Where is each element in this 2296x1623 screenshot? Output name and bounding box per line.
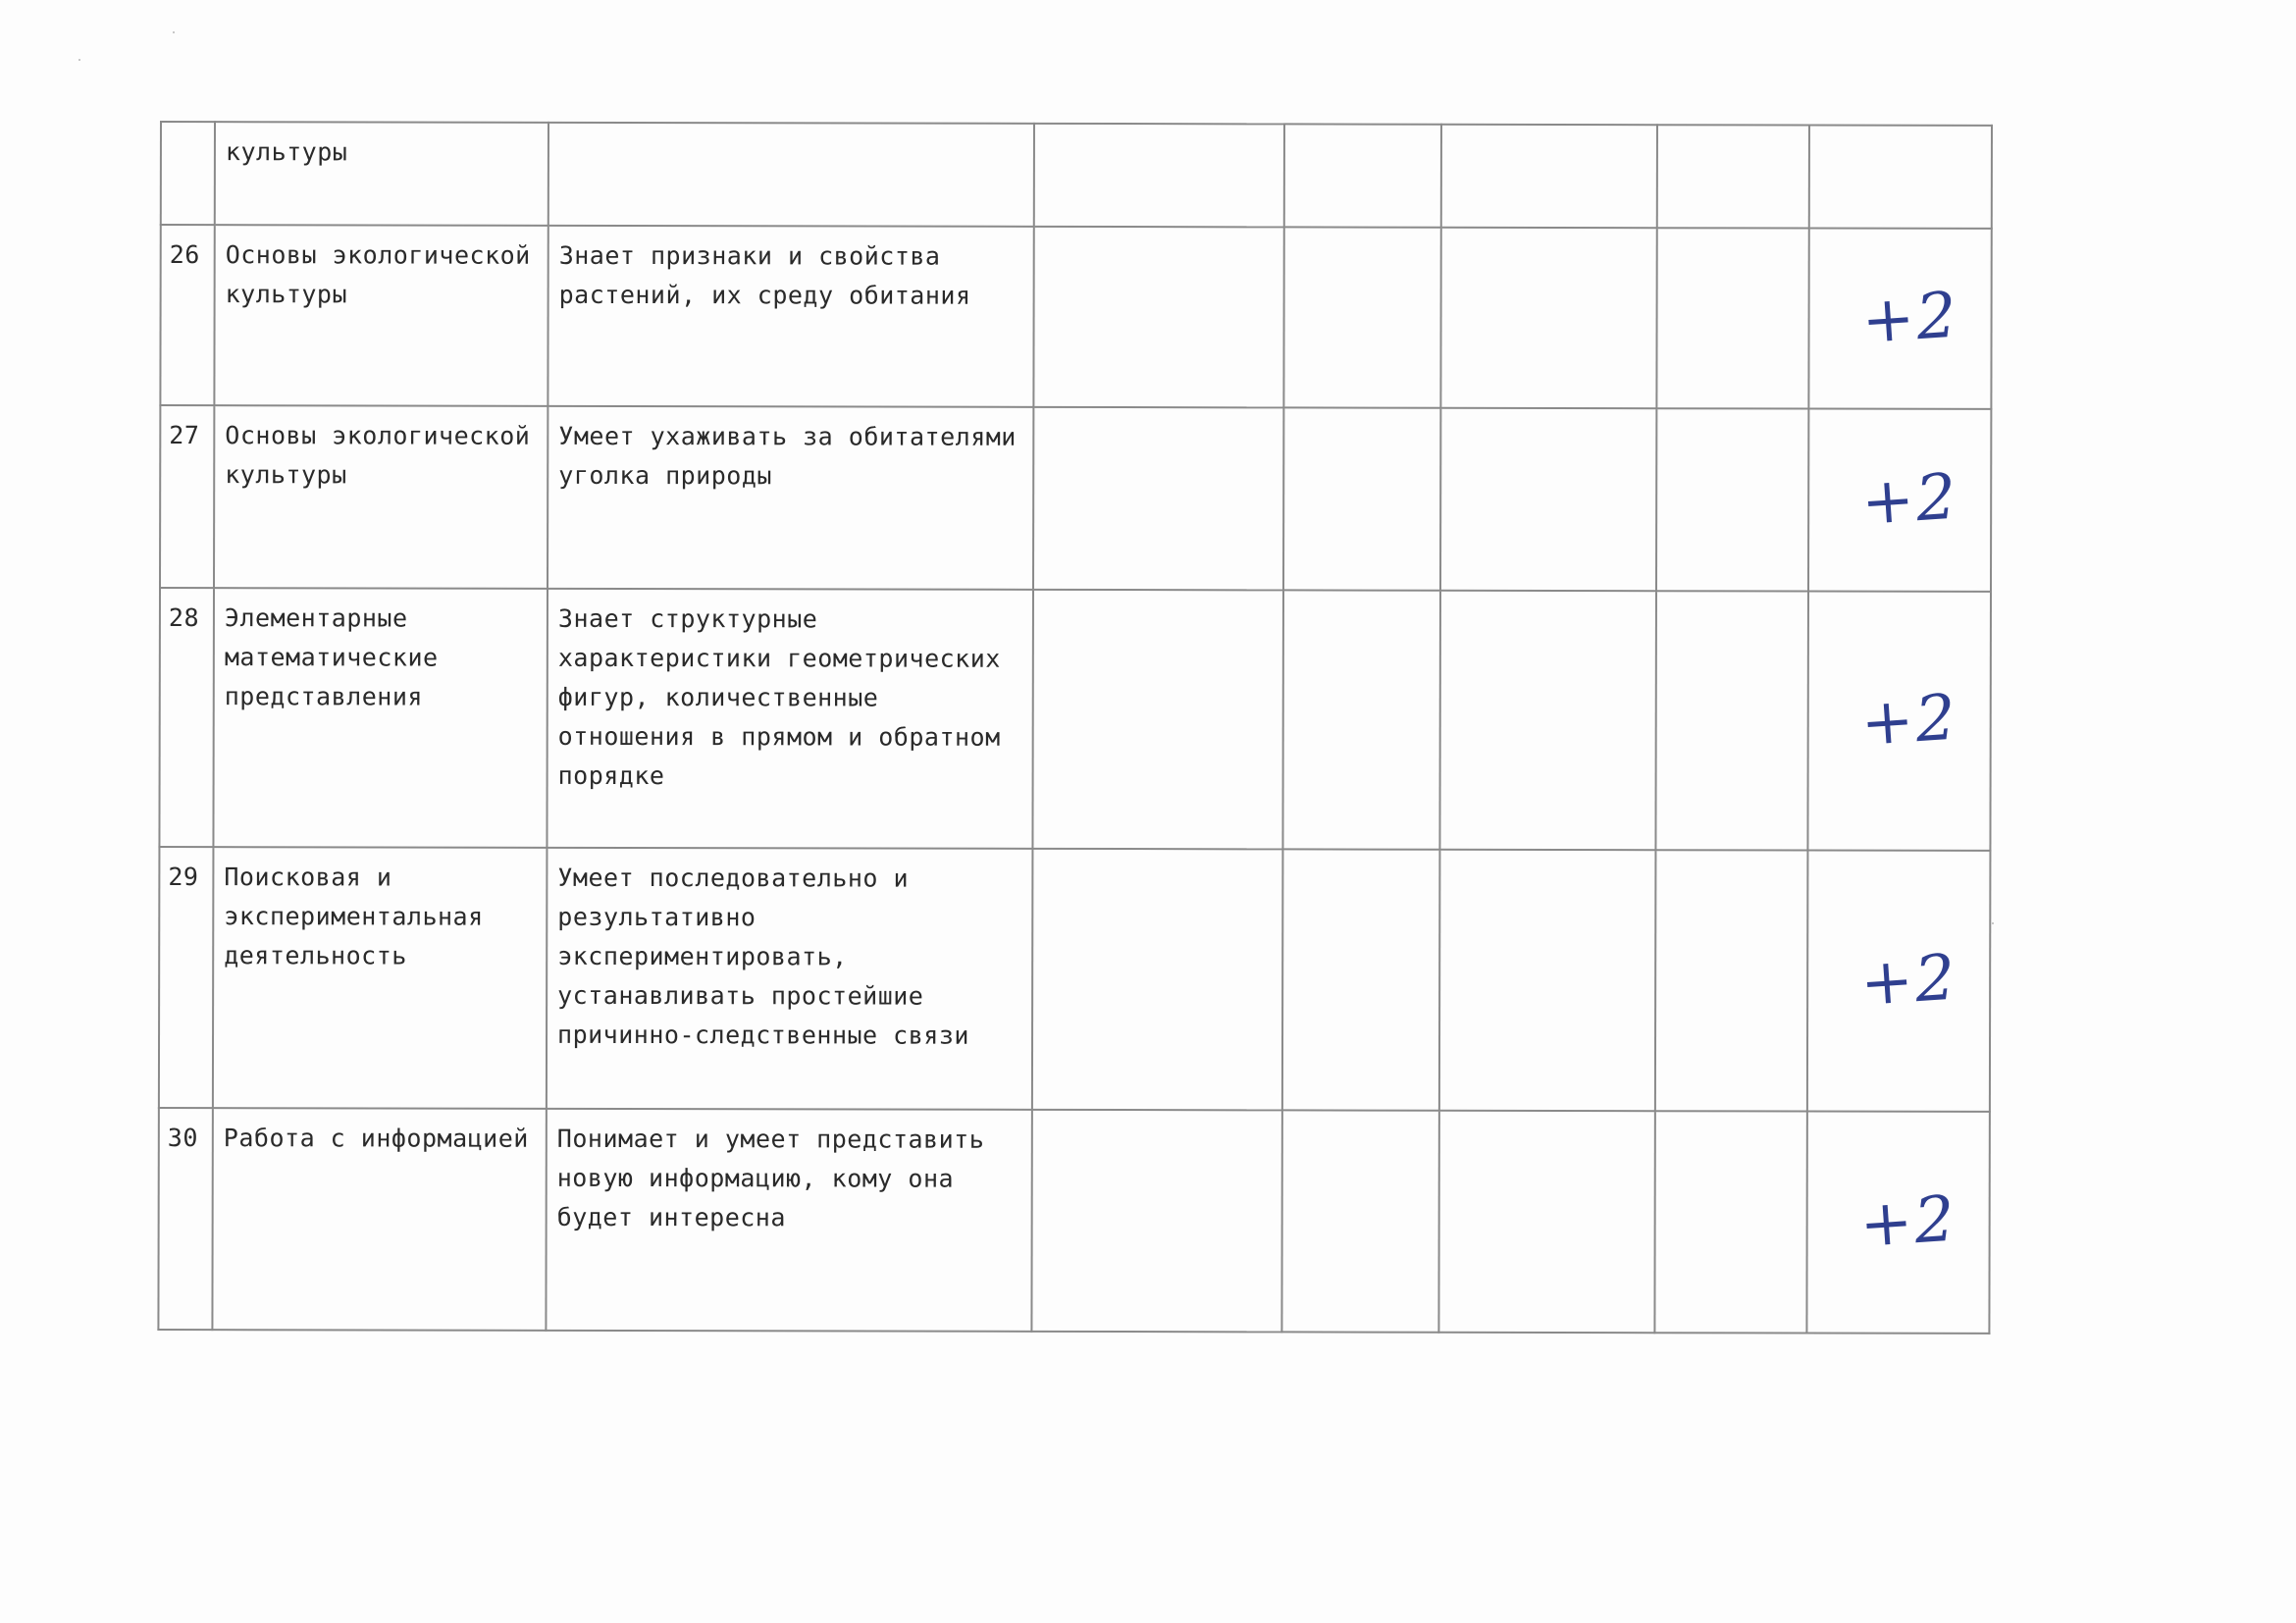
empty-cell [1284,124,1441,227]
skill-description: Умеет ухаживать за обитателями уголка природы [558,421,1017,491]
area-cell [214,405,548,589]
mark-cell [1807,851,1991,1112]
empty-cell [1281,1110,1438,1332]
description-cell [547,848,1033,1110]
handwritten-mark: +2 [1858,459,1960,540]
empty-cell [1283,407,1440,590]
skill-description [549,124,1033,134]
description-cell [546,1109,1031,1332]
row-number-cell [161,122,215,225]
row-number: 28 [168,603,200,633]
assessment-table [157,121,1993,1335]
row-number: 27 [169,421,200,450]
row-number: 26 [169,240,200,270]
empty-cell [1034,124,1284,228]
area-cell [213,588,548,848]
row-number-cell [159,588,214,847]
table-row [160,225,1991,409]
area-name: Поисковая и экспериментальная деятельность [224,863,484,970]
mark-cell [1808,409,1991,592]
mark-cell [1807,592,1991,851]
empty-cell [1282,590,1440,849]
empty-cell [1282,849,1440,1110]
area-cell [215,122,548,226]
empty-cell [1655,850,1808,1111]
empty-cell [1654,1111,1806,1333]
empty-cell [1438,1111,1654,1333]
area-cell [213,847,548,1109]
scan-speck [173,31,175,33]
area-name: Работа с информацией [223,1124,529,1153]
handwritten-mark: +2 [1857,1181,1959,1262]
empty-cell [1033,227,1283,408]
empty-cell [1657,125,1809,228]
skill-description: Умеет последовательно и результативно экспериментировать, устанавливать простейшие причинно-следственные связи [557,863,969,1050]
skill-description: Знает структурные характеристики геометрических фигур, количественные отношения в прямом и обратном порядке [557,603,1001,791]
area-name: культуры [225,137,348,167]
scan-speck [1992,922,1994,924]
empty-cell [1439,850,1656,1111]
area-cell [214,225,548,406]
area-name: Основы экологической культуры [225,240,531,309]
empty-cell [1656,408,1808,591]
description-cell [548,406,1033,590]
mark-cell [1806,1112,1989,1334]
description-cell [548,226,1033,407]
row-number-cell [160,405,214,588]
empty-cell [1031,1110,1281,1333]
row-number-cell [158,1108,212,1330]
empty-cell [1440,408,1656,591]
empty-cell [1032,590,1283,850]
empty-cell [1441,125,1657,228]
mark-cell [1809,126,1992,229]
empty-cell [1656,228,1808,408]
empty-cell [1283,227,1440,407]
handwritten-mark: +2 [1858,680,1960,760]
area-name: Элементарные математические представления [224,603,439,711]
row-number-cell [159,847,214,1108]
handwritten-mark: +2 [1859,278,1961,358]
skill-description: Понимает и умеет представить новую информацию, кому она будет интересна [556,1124,985,1232]
skill-description: Знает признаки и свойства растений, их среду обитания [558,240,971,310]
row-number: 29 [168,863,199,892]
handwritten-mark: +2 [1857,940,1959,1021]
empty-cell [1032,849,1283,1111]
empty-cell [1440,228,1656,408]
description-cell [548,123,1034,227]
description-cell [547,589,1033,849]
empty-cell [1439,591,1656,850]
table-row [161,122,1992,229]
scan-speck [78,59,80,61]
empty-cell [1655,591,1808,850]
row-number [162,123,214,132]
empty-cell [1033,407,1283,591]
mark-cell [1808,229,1991,409]
table-row [159,588,1991,851]
table-row [160,405,1991,592]
area-cell [212,1108,546,1331]
table-row [159,847,1991,1112]
table-row [158,1108,1989,1334]
row-number-cell [160,225,214,405]
row-number: 30 [167,1124,198,1153]
area-name: Основы экологической культуры [225,421,531,490]
